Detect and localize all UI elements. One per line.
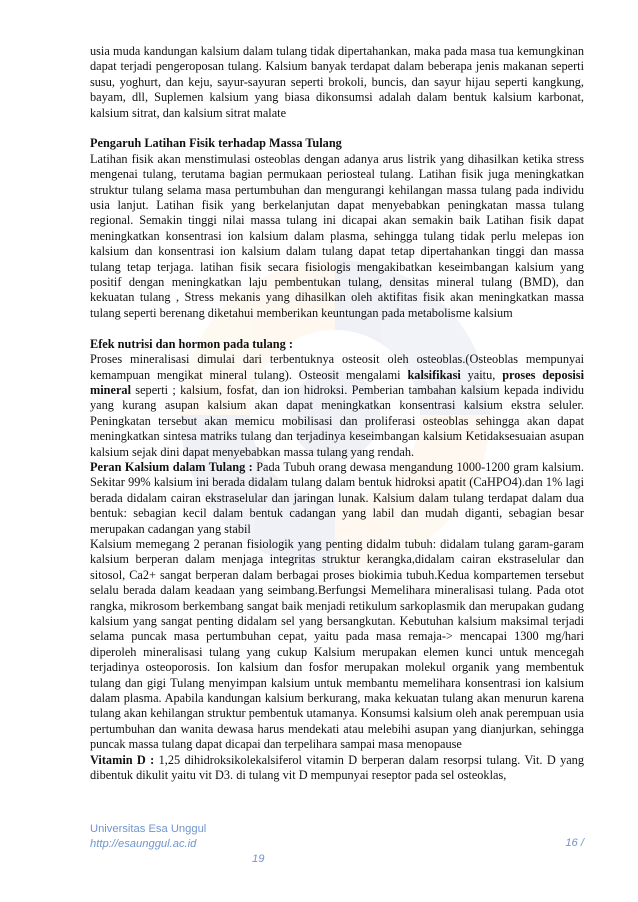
footer-university (90, 822, 206, 852)
paragraph-calcium-role: Peran Kalsium dalam Tulang : Pada Tubuh orang dewasa mengandung 1000-1200 gram kalsium. Sekitar 99% kalsium ini berada didalam tulang dalam bentuk hidroksi apatit (CaHPO4).dan 1% lagi berada didalam cairan ekstraselular dan jaringan lunak. Kalsium dalam tulang terdapat dalam dua bentuk: sebagian kecil dalam bentuk cadangan yang labil dan mudah diganti, sebagian besar merupakan cadangan yang stabil (90, 459, 584, 536)
heading-physical-exercise: Pengaruh Latihan Fisik terhadap Massa Tulang (90, 136, 342, 151)
paragraph-physical-exercise: Latihan fisik akan menstimulasi osteoblas dengan adanya arus listrik yang dihasilkan ketika stress mengenai tulang, terutama bagian permukaan periosteal tulang. Latihan fisik juga meningkatkan struktur tulang selama masa pertumbuhan dan mengurangi kehilangan massa tulang pada individu usia lanjut. Latihan fisik yang berkelanjutan dapat menyebabkan peningkatan massa tulang regional. Semakin tinggi nilai massa tulang ini dicapai akan semakin baik Latihan fisik dapat meningkatkan konsentrasi ion kalsium dalam plasma, sehingga tulang tidak perlu melepas ion kalsium dan konsentrasi ion kalsium dalam tulang dapat tetap dipertahankan tinggi dan massa tulang tetap terjaga. latihan fisik secara fisiologis mengakibatkan keseimbangan kalsium yang positif dengan meningkatkan laju pembentukan tulang, densitas mineral tulang (BMD), dan kekuatan tulang , Stress mekanis yang dihasilkan oleh aktifitas fisik akan meningkatkan massa tulang seperti berenang diketahui memberikan keuntungan pada metabolisme kalsium (90, 151, 584, 320)
footer-total-pages: 19 (252, 853, 265, 865)
footer-url-link[interactable]: http://esaunggul.ac.id (90, 838, 197, 850)
footer-page-number: 16 / (565, 837, 584, 849)
paragraph-calcium-sources: usia muda kandungan kalsium dalam tulang tidak dipertahankan, maka pada masa tua kemungkinan dapat terjadi pengeroposan tulang. Kalsium banyak terdapat dalam beberapa jenis makanan seperti susu, yoghurt, dan keju, sayur-sayuran seperti brokoli, buncis, dan sayur hijau seperti kangkung, bayam, dll, Suplemen kalsium yang biasa dikonsumsi adalah dalam bentuk kalsium karbonat, kalsium sitrat, dan kalsium sitrat malate (90, 44, 584, 120)
document-body (90, 44, 584, 783)
footer-university-name: Universitas Esa Unggul (90, 823, 207, 835)
heading-nutrition-hormones: Efek nutrisi dan hormon pada tulang : (90, 336, 293, 351)
paragraph-calcium-functions: Kalsium memegang 2 peranan fisiologik yang penting didalm tubuh: didalam tulang garam-garam kalsium berperan dalam menjaga integritas struktur kerangka,didalam cairan ekstraselular dan sitosol, Ca2+ sangat berperan dalam berbagai proses biokimia tubuh.Kedua kompartemen tersebut selalu berada dalam keadaan yang seimbang.Berfungsi Memelihara mineralisasi tulang. Pada otot rangka, mikrosom berkembang sangat baik menjadi retikulum sarkoplasmik dan merupakan gudang kalsium yang sangat penting didalam sel yang bersangkutan. Kebutuhan kalsium maksimal terjadi selama puncak masa pertumbuhan cepat, yaitu pada masa remaja-> mencapai 1300 mg/hari diperoleh mineralisasi tulang yang cukup Kalsium merupakan elemen kunci untuk mencegah terjadinya osteoporosis. Ion kalsium dan fosfor merupakan molekul organik yang membentuk tulang dan gigi Tulang menyimpan kalsium untuk membantu memelihara konsentrasi ion kalsium dalam plasma. Apabila kandungan kalsium berkurang, maka kekuatan tulang akan menurun karena tulang akan kehilangan struktur pembentuk utamanya. Konsumsi kalsium oleh anak perempuan usia pertumbuhan dan wanita dewasa harus mendekati atau melebihi asupan yang dianjurkan, sehingga puncak massa tulang dapat dicapai dan terpelihara sampai masa menopause (90, 536, 584, 752)
paragraph-mineralization: Proses mineralisasi dimulai dari terbentuknya osteosit oleh osteoblas.(Osteoblas mempunyai kemampuan mengikat mineral tulang). Osteosit mengalami kalsifikasi yaitu, proses deposisi mineral seperti ; kalsium, fosfat, dan ion hidroksi. Pemberian tambahan kalsium kepada individu yang kurang asupan kalsium akan dapat meningkatkan konsentrasi kalsium ekstra seluler. Peningkatan tersebut akan memicu mobilisasi dan proliferasi osteoblas sehingga akan dapat meningkatkan sintesa matriks tulang dan terjadinya keseimbangan kalsium Ketidaksesuaian asupan kalsium sejak dini dapat menyebabkan massa tulang yang rendah. (90, 352, 584, 459)
paragraph-vitamin-d: Vitamin D : 1,25 dihidroksikolekalsiferol vitamin D berperan dalam resorpsi tulang. Vit. D yang dibentuk dikulit yaitu vit D3. di tulang vit D mempunyai reseptor pada sel osteoklas, (90, 752, 584, 783)
